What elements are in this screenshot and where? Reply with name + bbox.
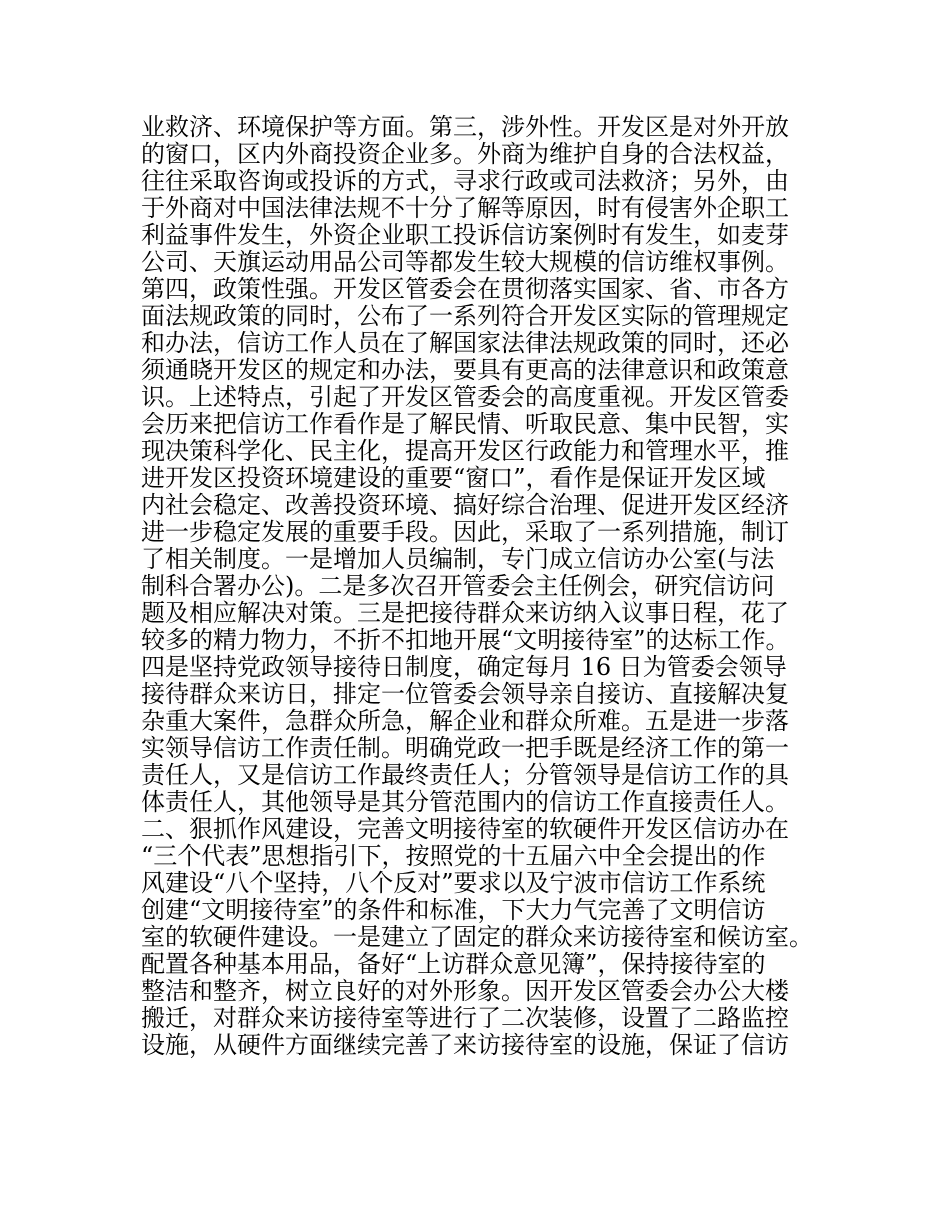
text-line: 进开发区投资环境建设的重要“窗口”，看作是保证开发区域 xyxy=(141,464,766,492)
text-line: 须通晓开发区的规定和办法，要具有更高的法律意识和政策意 xyxy=(141,356,789,384)
text-line: 业救济、环境保护等方面。第三，涉外性。开发区是对外开放 xyxy=(141,113,789,141)
text-line: 体责任人，其他领导是其分管范围内的信访工作直接责任人。 xyxy=(141,788,789,816)
text-line: 现决策科学化、民主化，提高开发区行政能力和管理水平，推 xyxy=(141,437,789,465)
text-line: 会历来把信访工作看作是了解民情、听取民意、集中民智，实 xyxy=(141,410,789,438)
text-line: 制科合署办公)。二是多次召开管委会主任例会，研究信访问 xyxy=(141,572,775,600)
text-line: 设施，从硬件方面继续完善了来访接待室的设施，保证了信访 xyxy=(141,1031,789,1059)
text-line: 识。上述特点，引起了开发区管委会的高度重视。开发区管委 xyxy=(141,383,789,411)
text-line: 和办法，信访工作人员在了解国家法律法规政策的同时，还必 xyxy=(141,329,789,357)
text-line: 公司、天旗运动用品公司等都发生较大规模的信访维权事例。 xyxy=(141,248,789,276)
text-line: 四是坚持党政领导接待日制度，确定每月 16 日为管委会领导 xyxy=(141,653,787,681)
text-line: 的窗口，区内外商投资企业多。外商为维护自身的合法权益， xyxy=(141,140,789,168)
text-line: 了相关制度。一是增加人员编制，专门成立信访办公室(与法 xyxy=(141,545,775,573)
body-text xyxy=(141,114,821,1059)
text-line: 接待群众来访日，排定一位管委会领导亲自接访、直接解决复 xyxy=(141,680,789,708)
text-line: 整洁和整齐，树立良好的对外形象。因开发区管委会办公大楼 xyxy=(141,977,789,1005)
text-line: 内社会稳定、改善投资环境、搞好综合治理、促进开发区经济 xyxy=(141,491,789,519)
text-line: 较多的精力物力，不折不扣地开展“文明接待室”的达标工作。 xyxy=(141,626,790,654)
text-line: 配置各种基本用品，备好“上访群众意见簿”，保持接待室的 xyxy=(141,950,766,978)
text-line: 责任人，又是信访工作最终责任人；分管领导是信访工作的具 xyxy=(141,761,789,789)
text-line: 实领导信访工作责任制。明确党政一把手既是经济工作的第一 xyxy=(141,734,789,762)
text-line: 杂重大案件，急群众所急，解企业和群众所难。五是进一步落 xyxy=(141,707,789,735)
text-line: “三个代表”思想指引下，按照党的十五届六中全会提出的作 xyxy=(141,842,766,870)
text-line: 于外商对中国法律法规不十分了解等原因，时有侵害外企职工 xyxy=(141,194,789,222)
text-line: 面法规政策的同时，公布了一系列符合开发区实际的管理规定 xyxy=(141,302,789,330)
text-line: 风建设“八个坚持，八个反对”要求以及宁波市信访工作系统 xyxy=(141,869,766,897)
text-line: 往往采取咨询或投诉的方式，寻求行政或司法救济；另外，由 xyxy=(141,167,789,195)
text-line: 第四，政策性强。开发区管委会在贯彻落实国家、省、市各方 xyxy=(141,275,789,303)
text-line: 创建“文明接待室”的条件和标准，下大力气完善了文明信访 xyxy=(141,896,766,924)
text-line: 利益事件发生，外资企业职工投诉信访案例时有发生，如麦芽 xyxy=(141,221,789,249)
text-line: 搬迁，对群众来访接待室等进行了二次装修，设置了二路监控 xyxy=(141,1004,789,1032)
text-line: 二、狠抓作风建设，完善文明接待室的软硬件开发区信访办在 xyxy=(141,815,789,843)
text-line: 题及相应解决对策。三是把接待群众来访纳入议事日程，花了 xyxy=(141,599,789,627)
text-line: 室的软硬件建设。一是建立了固定的群众来访接待室和候访室。 xyxy=(141,923,813,951)
text-line: 进一步稳定发展的重要手段。因此，采取了一系列措施，制订 xyxy=(141,518,789,546)
